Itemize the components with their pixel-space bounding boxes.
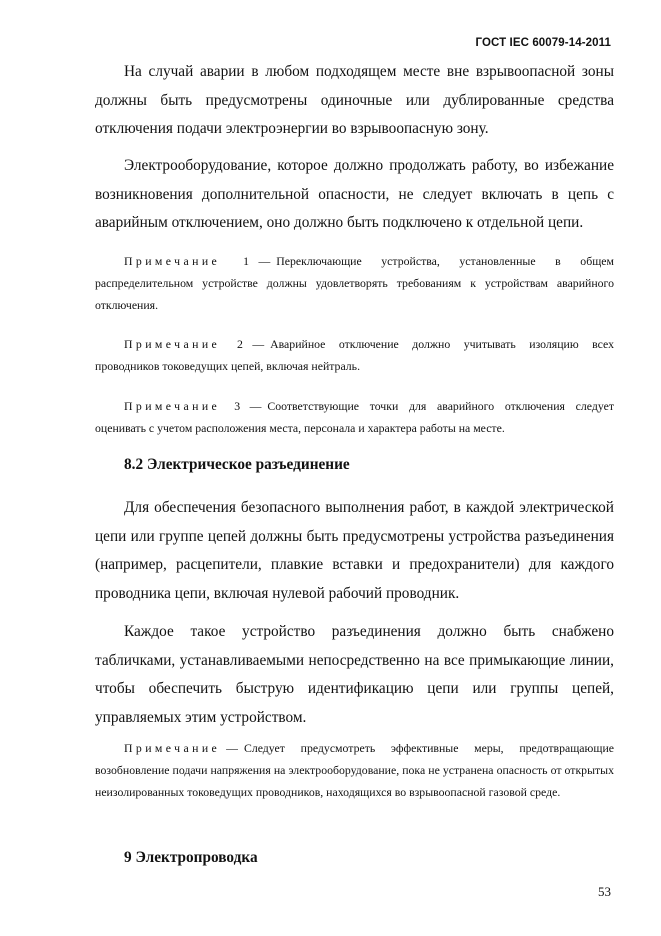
note-3-dash: — — [249, 399, 262, 413]
note-2-dash: — — [252, 337, 265, 351]
note-3-label: Примечание 3 — [124, 399, 244, 413]
note-4-dash: — — [226, 741, 238, 755]
note-2-text: Аварийное отключение должно учитывать изоляцию всех проводников токоведущих цепей, включая нейтраль. — [95, 337, 614, 373]
section-heading-8-2: 8.2 Электрическое разъединение — [124, 456, 350, 473]
paragraph-continuing-equipment: Электрооборудование, которое должно продолжать работу, во избежание возникновения дополнительной опасности, не следует включать в цепь с аварийным отключением, оно должно быть подключено к отдельной цепи. — [95, 157, 614, 231]
standard-header: ГОСТ IEC 60079-14-2011 — [475, 37, 611, 49]
note-1 — [95, 250, 614, 316]
page-number: 53 — [598, 884, 611, 899]
note-4-label: Примечание — [124, 741, 221, 755]
note-4 — [95, 737, 614, 803]
note-3-text: Соответствующие точки для аварийного отключения следует оценивать с учетом расположения места, персонала и характера работы на месте. — [95, 399, 614, 435]
paragraph-disconnection-devices: Для обеспечения безопасного выполнения работ, в каждой электрической цепи или группе цепей должны быть предусмотрены устройства разъединения (например, расцепители, плавкие вставки и предохранители) для каждого проводника цепи, включая нулевой рабочий проводник. — [95, 499, 614, 602]
note-2 — [95, 333, 614, 377]
paragraph-emergency-switch-off: На случай аварии в любом подходящем месте вне взрывоопасной зоны должны быть предусмотрены одиночные или дублированные средства отключения подачи электроэнергии во взрывоопасную зону. — [95, 63, 614, 137]
section-heading-9: 9 Электропроводка — [124, 849, 258, 866]
note-1-label: Примечание 1 — [124, 254, 253, 268]
note-3 — [95, 395, 614, 439]
note-4-text: Следует предусмотреть эффективные меры, предотвращающие возобновление подачи напряжения на электрооборудование, пока не устранена опасность от открытых неизолированных токоведущих проводников, находящихся во взрывоопасной газовой среде. — [95, 741, 614, 799]
note-1-text: Переключающие устройства, установленные в общем распределительном устройстве должны удовлетворять требованиям к устройствам аварийного отключения. — [95, 254, 614, 312]
paragraph-disconnection-labels: Каждое такое устройство разъединения должно быть снабжено табличками, устанавливаемыми непосредственно на все примыкающие линии, чтобы обеспечить быструю идентификацию цепи или группы цепей, управляемых этим устройством. — [95, 623, 614, 726]
note-2-label: Примечание 2 — [124, 337, 247, 351]
note-1-dash: — — [258, 254, 271, 268]
